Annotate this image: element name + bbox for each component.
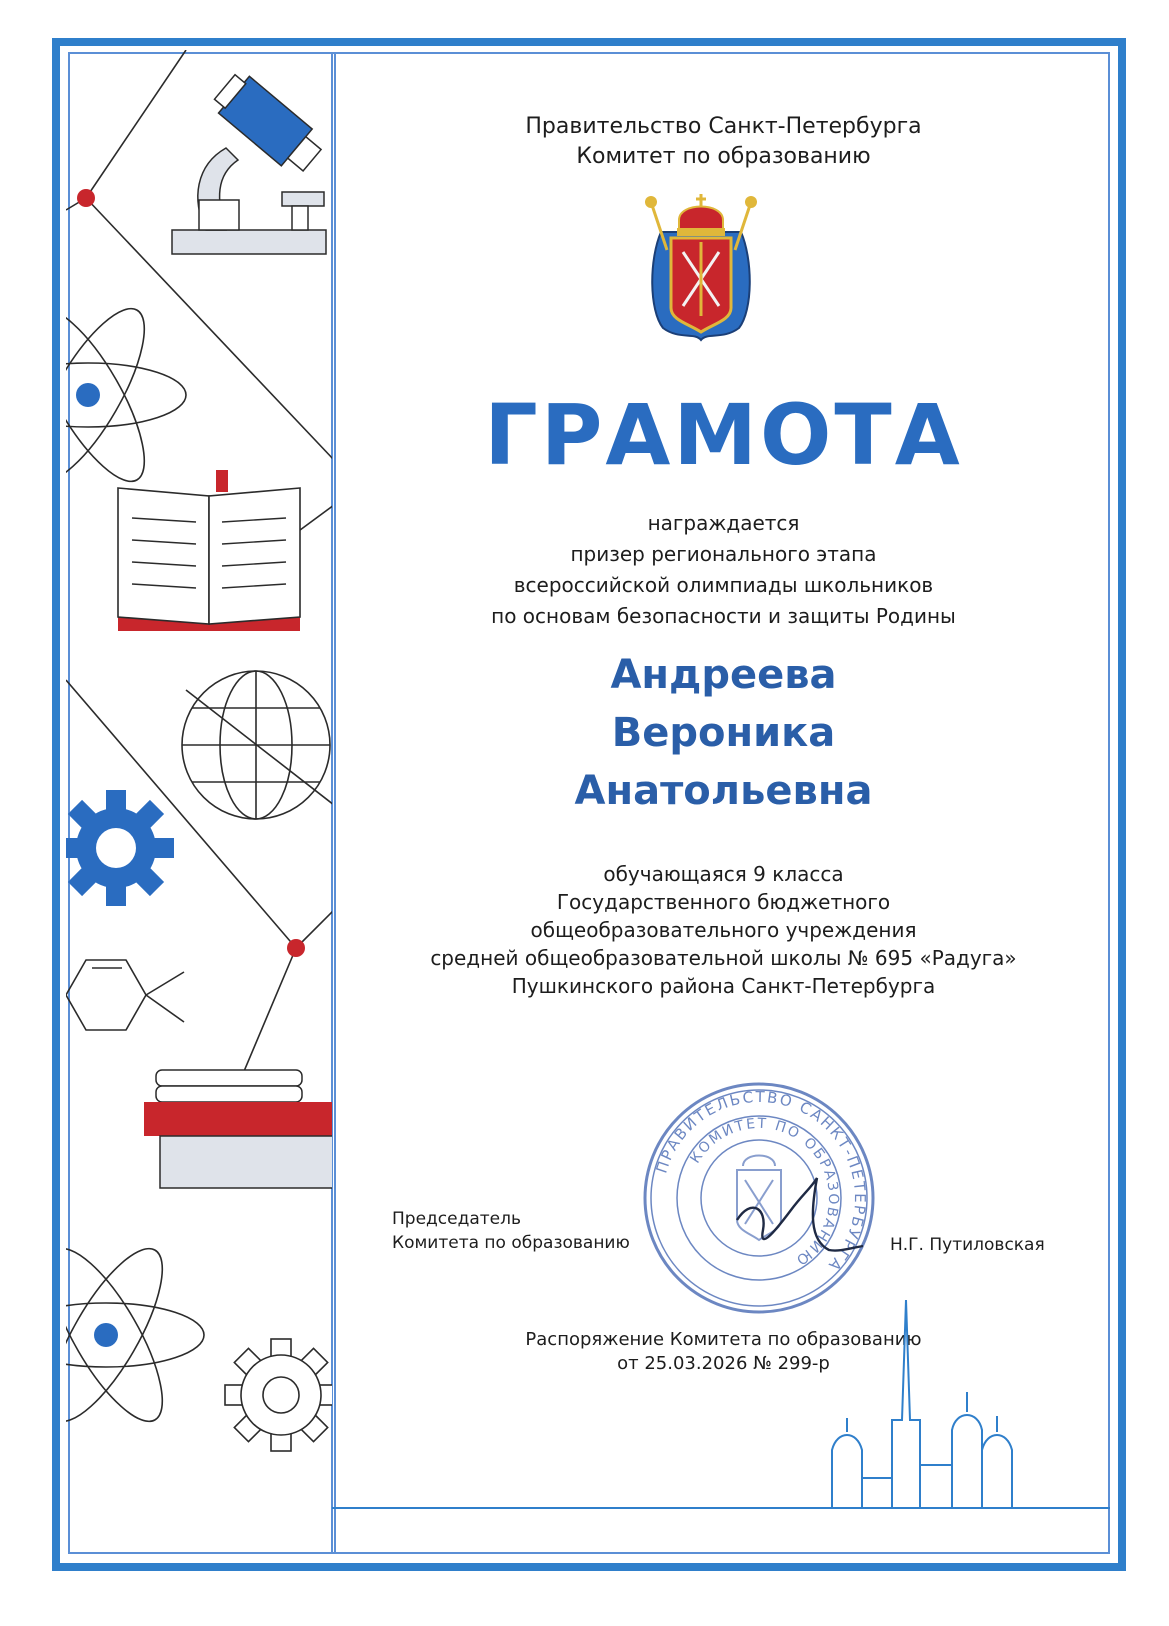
issuer-block xyxy=(336,112,1111,172)
recipient-school xyxy=(336,860,1111,1000)
school-line: Государственного бюджетного xyxy=(556,890,891,914)
order-date-number: от 25.03.2026 № 299-р xyxy=(617,1353,830,1374)
recipient-first-name: Вероника xyxy=(611,710,836,756)
issuer-government: Правительство Санкт-Петербурга xyxy=(525,114,922,139)
award-line: награждается xyxy=(647,511,800,535)
school-line: средней общеобразовательной школы № 695 «Радуга» xyxy=(430,946,1017,970)
award-line: по основам безопасности и защиты Родины xyxy=(491,604,956,628)
atom-icon xyxy=(66,294,186,496)
signatory-name: Н.Г. Путиловская xyxy=(890,1235,1045,1255)
official-stamp xyxy=(641,1080,877,1316)
node-dot-top xyxy=(77,189,95,207)
city-skyline xyxy=(332,1300,1110,1554)
document-title: ГРАМОТА xyxy=(484,386,963,484)
molecule-icon xyxy=(66,960,184,1030)
order-line: Распоряжение Комитета по образованию xyxy=(525,1329,922,1350)
gear-outline-icon xyxy=(225,1339,334,1451)
decor-panel xyxy=(66,50,334,1552)
signatory-position xyxy=(392,1207,630,1255)
microscope-icon xyxy=(172,69,328,254)
recipient-name xyxy=(336,646,1111,820)
stamp-emblem xyxy=(737,1156,781,1241)
school-line: обучающаяся 9 класса xyxy=(603,862,844,886)
globe-icon xyxy=(182,671,330,819)
stamp-inner-text: КОМИТЕТ ПО ОБРАЗОВАНИЮ xyxy=(687,1115,842,1269)
award-line: призер регионального этапа xyxy=(570,542,877,566)
stamp-outer-text: ПРАВИТЕЛЬСТВО САНКТ-ПЕТЕРБУРГА xyxy=(652,1087,870,1276)
recipient-surname: Андреева xyxy=(610,652,837,698)
book-icon xyxy=(118,470,300,631)
gear-icon xyxy=(66,790,174,906)
coat-of-arms-emblem xyxy=(643,190,759,350)
school-line: Пушкинского района Санкт-Петербурга xyxy=(511,974,936,998)
issuer-committee: Комитет по образованию xyxy=(576,144,871,169)
award-statement xyxy=(336,508,1111,632)
node-dot-bottom xyxy=(287,939,305,957)
recipient-patronymic: Анатольевна xyxy=(574,768,873,814)
signatory-org: Комитета по образованию xyxy=(392,1233,630,1253)
award-line: всероссийской олимпиады школьников xyxy=(513,573,934,597)
atom-icon-bottom xyxy=(66,1234,204,1436)
books-stack-icon xyxy=(144,1070,334,1188)
signatory-title: Председатель xyxy=(392,1209,522,1229)
school-line: общеобразовательного учреждения xyxy=(530,918,917,942)
